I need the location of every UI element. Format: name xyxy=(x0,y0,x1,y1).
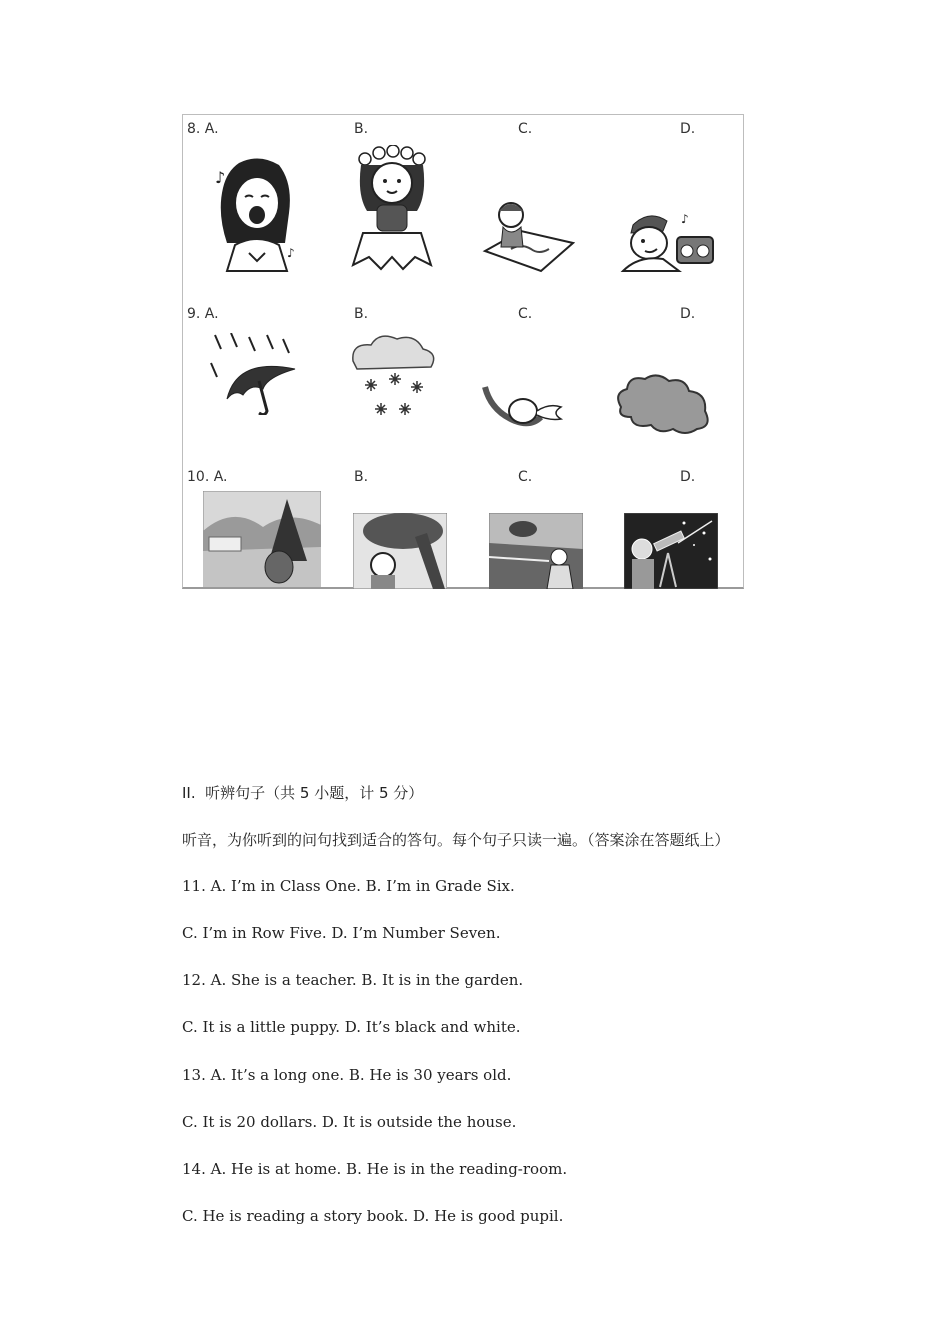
q9-label-b: B. xyxy=(354,306,369,322)
q10-label-b: B. xyxy=(354,469,369,485)
q9-label-a: 9. A. xyxy=(187,306,219,322)
q10-label-c: C. xyxy=(518,469,533,485)
svg-text:♪: ♪ xyxy=(681,212,689,226)
section-heading: II. 听辨句子（共 5 小题，计 5 分） xyxy=(182,784,424,802)
q8-label-b: B. xyxy=(354,121,369,137)
rain-umbrella-icon xyxy=(207,333,301,415)
q8-label-a: 8. A. xyxy=(187,121,219,137)
q10-label-a: 10. A. xyxy=(187,469,228,485)
radio-boy-icon xyxy=(619,209,719,273)
question-11-line-1: 11. A. I’m in Class One. B. I’m in Grade Six. xyxy=(182,877,515,895)
sunset-scene-icon xyxy=(489,513,583,589)
question-12-line-2: C. It is a little puppy. D. It’s black and white. xyxy=(182,1018,521,1036)
question-13-line-2: C. It is 20 dollars. D. It is outside the house. xyxy=(182,1113,517,1131)
question-12-line-1: 12. A. She is a teacher. B. It is in the garden. xyxy=(182,971,524,989)
question-14-line-2: C. He is reading a story book. D. He is good pupil. xyxy=(182,1207,564,1225)
svg-text:♪: ♪ xyxy=(215,168,226,187)
cloudy-icon xyxy=(613,371,713,437)
q8-label-c: C. xyxy=(518,121,533,137)
snow-cloud-icon xyxy=(343,331,439,427)
picture-options-panel xyxy=(182,114,744,589)
svg-text:♪: ♪ xyxy=(287,246,295,260)
q8-label-d: D. xyxy=(680,121,696,137)
puzzle-boy-icon xyxy=(481,197,575,273)
section-instruction: 听音，为你听到的问句找到适合的答句。每个句子只读一遍。（答案涂在答题纸上） xyxy=(182,831,730,849)
q9-label-c: C. xyxy=(518,306,533,322)
hill-scene-icon xyxy=(203,491,321,587)
dancing-girl-icon xyxy=(347,145,437,273)
question-11-line-2: C. I’m in Row Five. D. I’m Number Seven. xyxy=(182,924,501,942)
question-14-line-1: 14. A. He is at home. B. He is in the reading-room. xyxy=(182,1160,568,1178)
q10-label-d: D. xyxy=(680,469,696,485)
wind-icon xyxy=(481,377,567,437)
question-13-line-1: 13. A. It’s a long one. B. He is 30 years old. xyxy=(182,1066,512,1084)
tree-scene-icon xyxy=(353,513,447,589)
singing-girl-icon xyxy=(209,153,303,273)
q9-label-d: D. xyxy=(680,306,696,322)
telescope-scene-icon xyxy=(624,513,718,589)
